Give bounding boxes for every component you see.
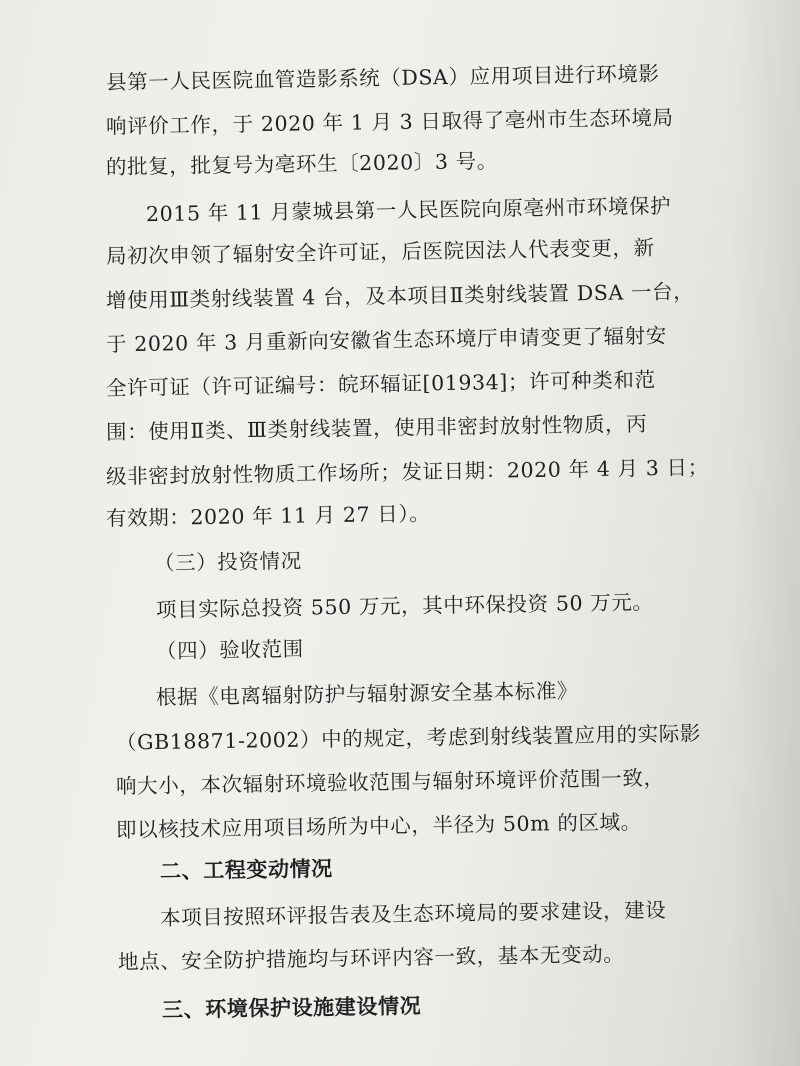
paragraph-line: 根据《电离辐射防护与辐射源安全基本标准》 [155,678,579,710]
paragraph-line: 响评价工作，于 2020 年 1 月 3 日取得了亳州市生态环境局 [105,105,674,139]
paragraph-line: 本项目按照环评报告表及生态环境局的要求建设，建设 [159,898,667,930]
paragraph-line: 项目实际总投资 550 万元，其中环保投资 50 万元。 [155,590,654,622]
paragraph-line: 县第一人民医院血管造影系统（DSA）应用项目进行环境影 [105,61,660,95]
section-heading-acceptance-scope: （四）验收范围 [155,636,304,664]
paragraph-line: 响大小，本次辐射环境验收范围与辐射环境评价范围一致， [115,765,665,799]
section-heading-engineering-changes: 二、工程变动情况 [159,856,333,884]
paragraph-line: 2015 年 11 月蒙城县第一人民医院向原亳州市环境保护 [145,193,672,227]
paragraph-line: （GB18871-2002）中的规定，考虑到射线装置应用的实际影 [115,721,702,755]
paragraph-line: 有效期：2020 年 11 月 27 日）。 [105,501,431,531]
paragraph-line: 围：使用Ⅱ类、Ⅲ类射线装置，使用非密封放射性物质，丙 [105,411,648,445]
paragraph-line: 的批复，批复号为亳环生〔2020〕3 号。 [105,148,499,180]
page-shadow [730,0,800,1066]
paragraph-line: 局初次申领了辐射安全许可证，后医院因法人代表变更，新 [105,235,655,269]
paragraph-line: 即以核技术应用项目场所为中心，半径为 50m 的区域。 [115,809,642,843]
section-heading-investment: （三）投资情况 [153,548,302,576]
paragraph-line: 增使用Ⅲ类射线装置 4 台，及本项目Ⅱ类射线装置 DSA 一台， [105,279,695,313]
paragraph-line: 地点、安全防护措施均与环评内容一致，基本无变动。 [117,942,625,974]
paragraph-line: 全许可证（许可证编号：皖环辐证[01934]；许可种类和范 [105,367,656,401]
paragraph-line: 于 2020 年 3 月重新向安徽省生态环境厅申请变更了辐射安 [105,323,668,357]
section-heading-environmental-facilities: 三、环境保护设施建设情况 [161,993,422,1023]
paragraph-line: 级非密封放射性物质工作场所；发证日期：2020 年 4 月 3 日； [105,455,709,489]
